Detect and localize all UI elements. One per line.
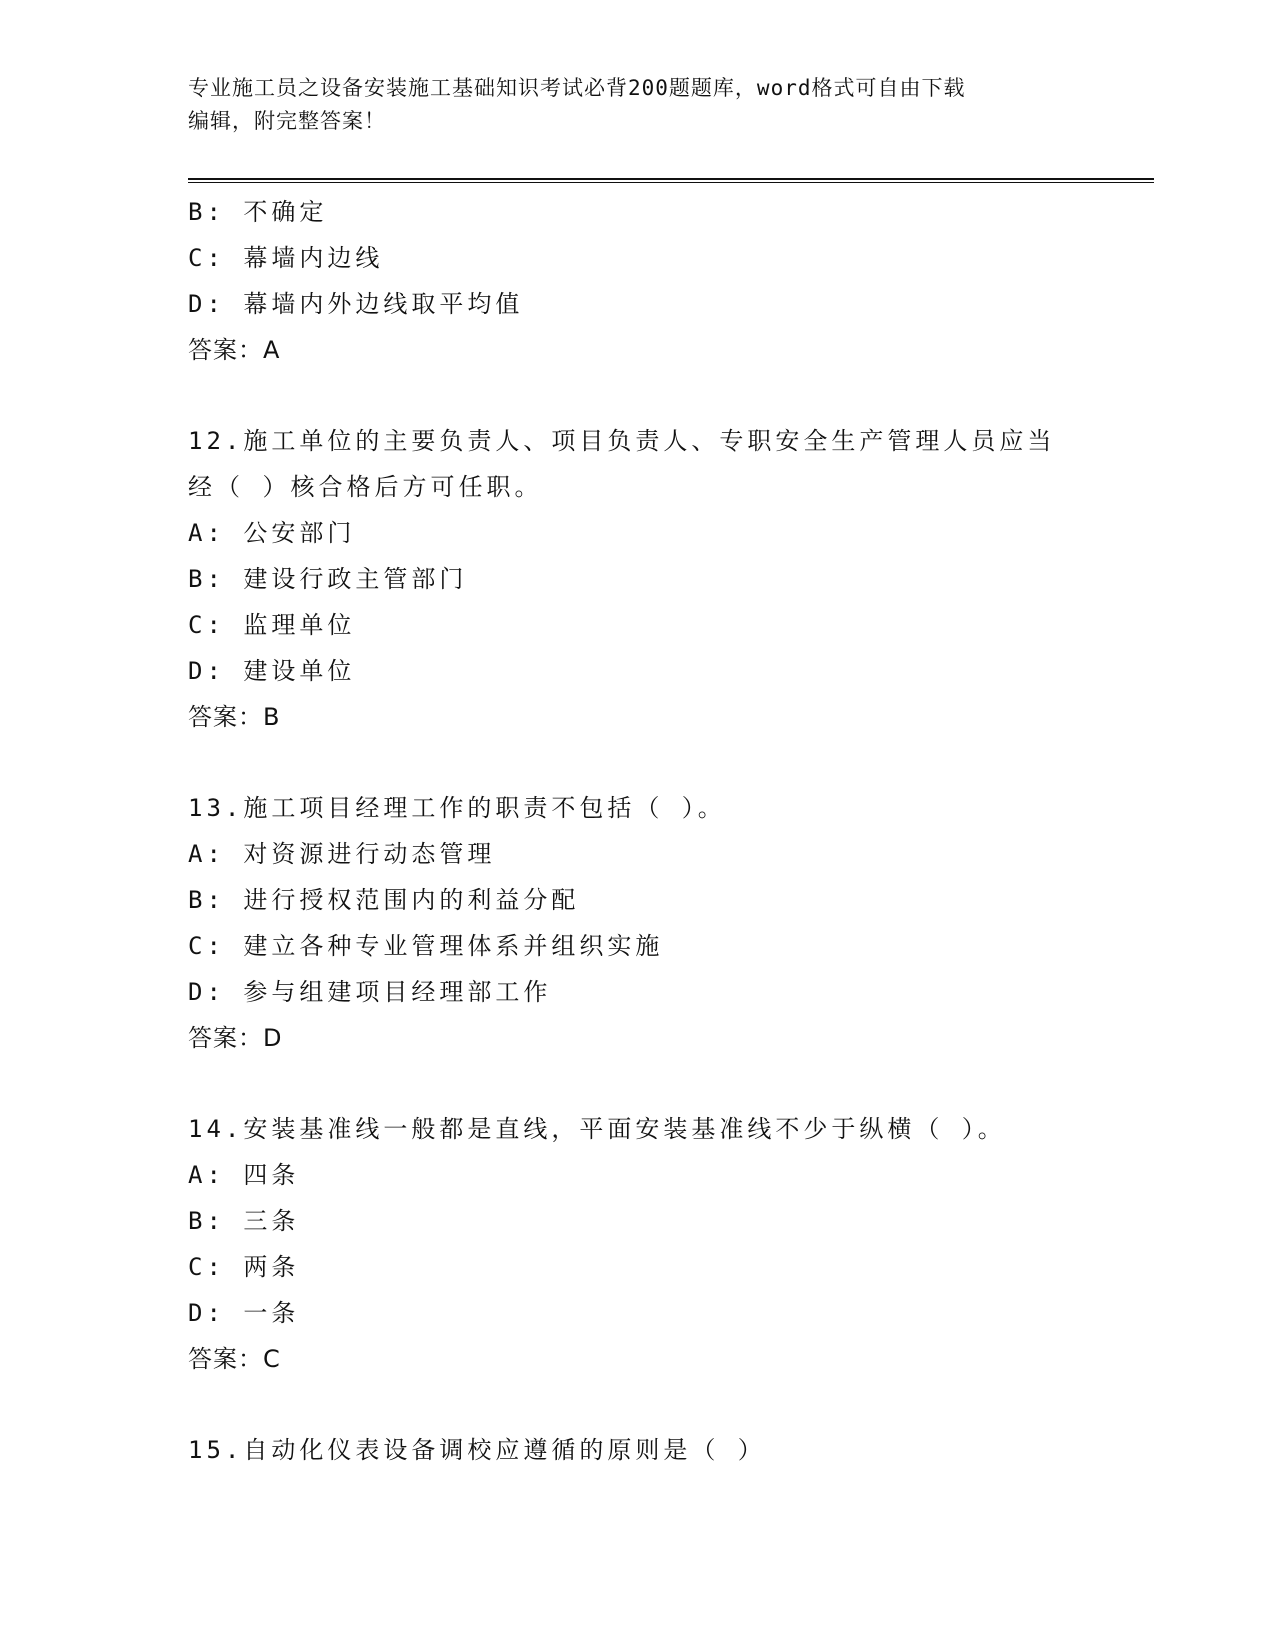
- option-b: B: 建设行政主管部门: [188, 565, 468, 593]
- option-d: D: 参与组建项目经理部工作: [188, 978, 552, 1006]
- question-11: [188, 189, 1154, 373]
- answer: 答案：A: [188, 336, 281, 364]
- option-a: A: 公安部门: [188, 519, 356, 547]
- question-14: [188, 1106, 1154, 1382]
- option-d: D: 一条: [188, 1299, 300, 1327]
- question-15: [188, 1427, 1154, 1473]
- option-b: B: 三条: [188, 1207, 300, 1235]
- option-c: C: 建立各种专业管理体系并组织实施: [188, 932, 664, 960]
- question-list: [188, 189, 1154, 1473]
- option-a: A: 对资源进行动态管理: [188, 840, 496, 868]
- answer: 答案：C: [188, 1345, 281, 1373]
- answer: 答案：D: [188, 1024, 283, 1052]
- question-stem: 14.安装基准线一般都是直线，平面安装基准线不少于纵横（ ）。: [188, 1115, 1006, 1143]
- option-d: D: 幕墙内外边线取平均值: [188, 290, 524, 318]
- question-stem: 15.自动化仪表设备调校应遵循的原则是（ ）: [188, 1436, 766, 1464]
- question-stem: 13.施工项目经理工作的职责不包括（ ）。: [188, 794, 726, 822]
- option-b: B: 不确定: [188, 198, 328, 226]
- header-line-1: 专业施工员之设备安装施工基础知识考试必背200题题库，word格式可自由下载: [188, 76, 966, 100]
- option-c: C: 监理单位: [188, 611, 356, 639]
- question-stem-cont: 经（ ）核合格后方可任职。: [188, 473, 543, 501]
- option-a: A: 四条: [188, 1161, 300, 1189]
- option-c: C: 幕墙内边线: [188, 244, 384, 272]
- header-line-2: 编辑，附完整答案！: [188, 109, 386, 133]
- question-12: [188, 418, 1154, 740]
- question-stem: 12.施工单位的主要负责人、项目负责人、专职安全生产管理人员应当: [188, 427, 1056, 455]
- header-divider: [188, 178, 1154, 183]
- document-header: [188, 72, 1088, 138]
- option-c: C: 两条: [188, 1253, 300, 1281]
- option-b: B: 进行授权范围内的利益分配: [188, 886, 580, 914]
- answer: 答案：B: [188, 703, 281, 731]
- option-d: D: 建设单位: [188, 657, 356, 685]
- question-13: [188, 785, 1154, 1061]
